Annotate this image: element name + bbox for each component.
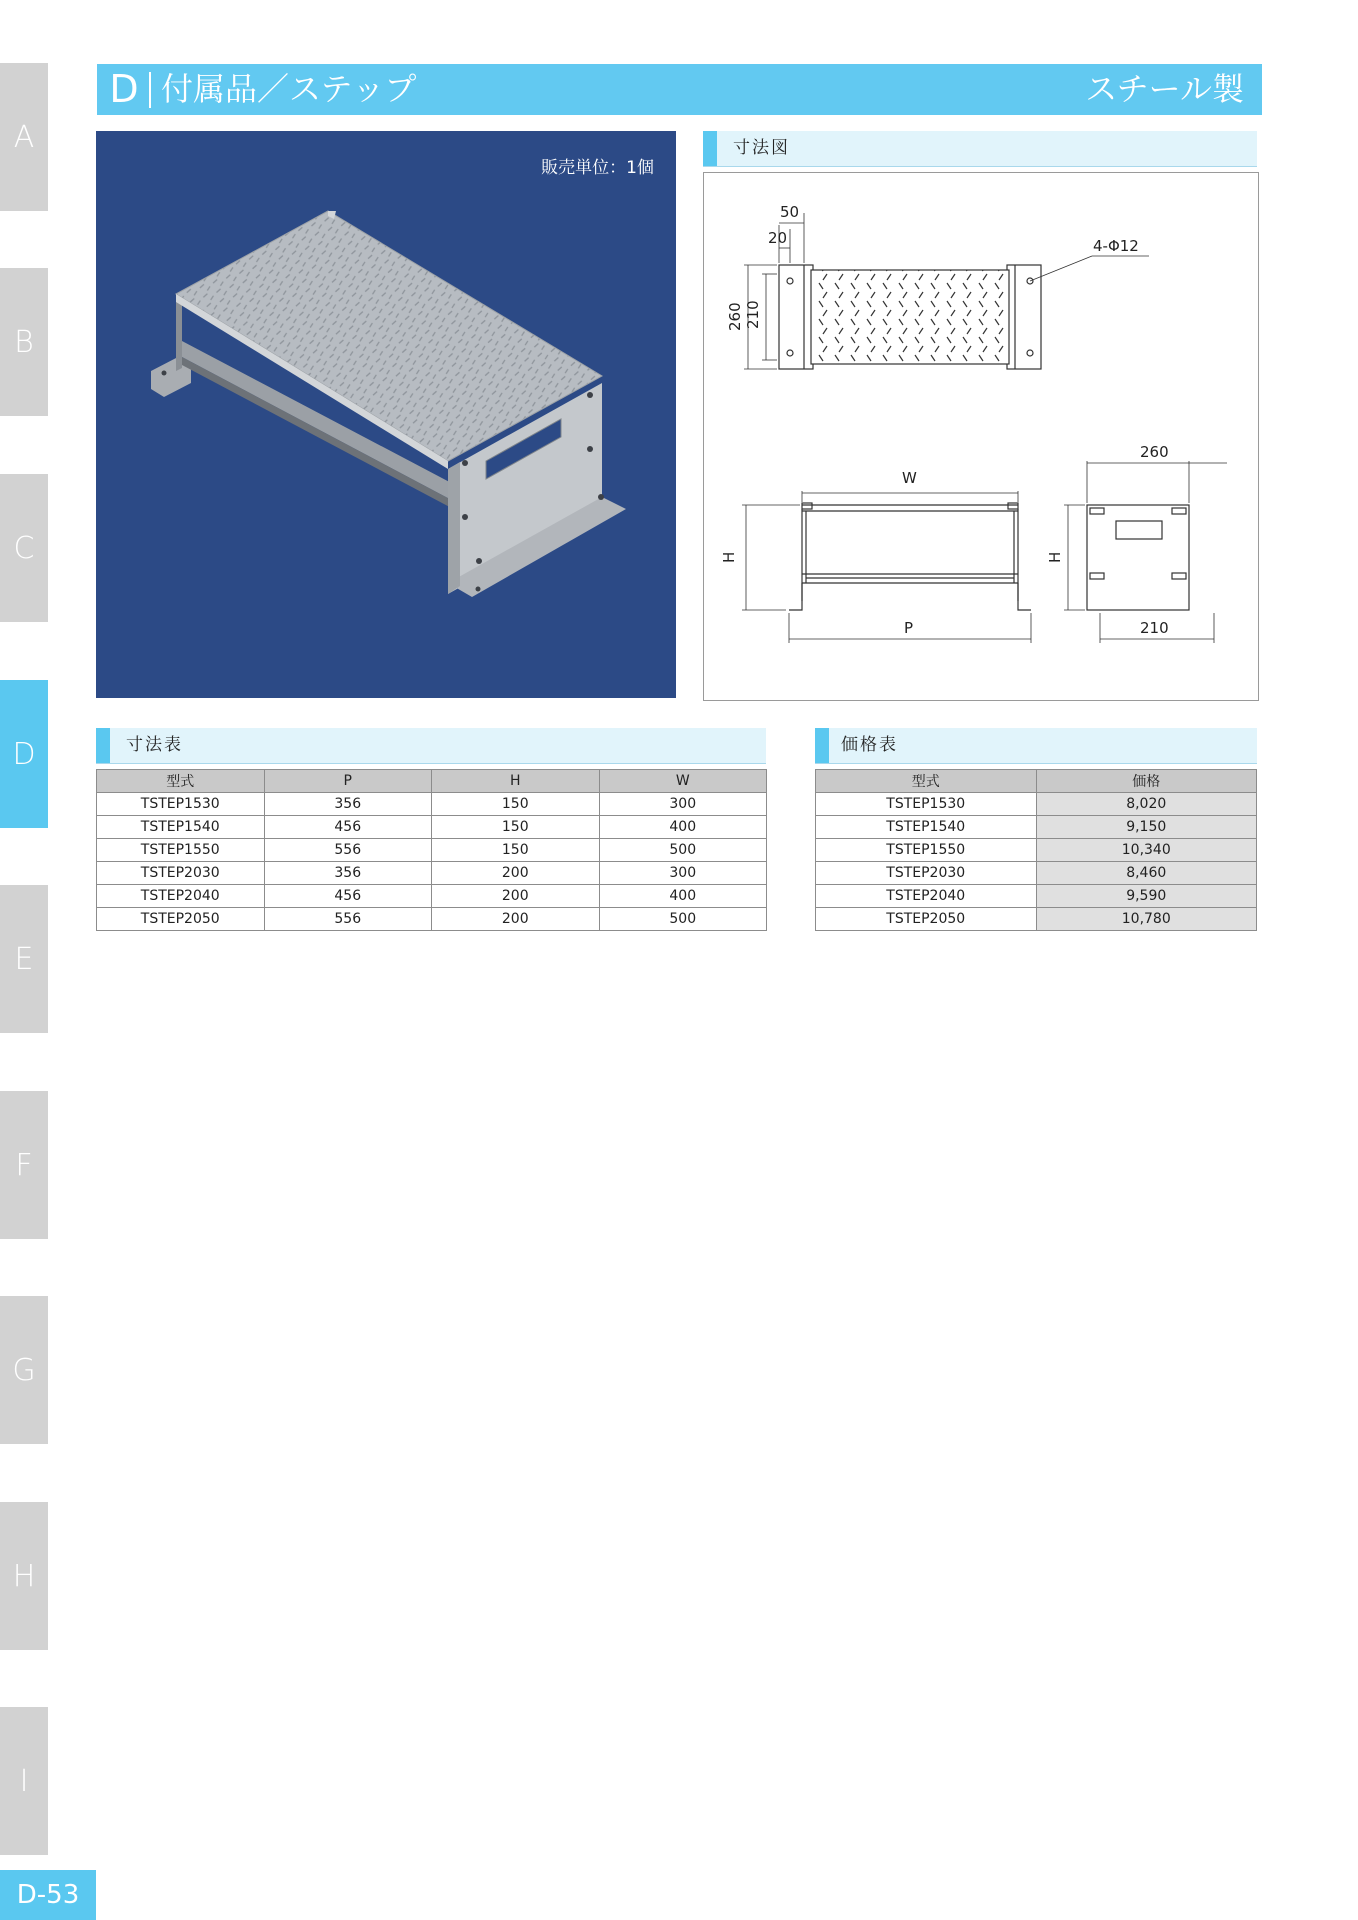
section-bar [815,728,829,763]
table-row [816,793,1257,816]
dim-210-side: 210 [1140,619,1169,637]
dimension-table [96,769,767,931]
table-cell: 300 [599,862,767,885]
table-cell: 356 [264,862,432,885]
side-tab-h[interactable]: H [0,1502,48,1650]
table-cell: 456 [264,816,432,839]
price-cell: 8,460 [1036,862,1257,885]
table-row [97,793,767,816]
table-cell: 200 [432,908,600,931]
section-bar [703,131,717,166]
drawing-section-title: 寸法図 [733,138,790,158]
dim-h-side: H [1046,551,1064,563]
table-cell: TSTEP1530 [97,793,265,816]
table-cell: TSTEP1550 [816,839,1037,862]
page-title: 付属品／ステップ [161,70,417,108]
table-cell: 200 [432,862,600,885]
column-header: 型式 [816,770,1037,793]
table-cell: 400 [599,816,767,839]
side-tab-f[interactable]: F [0,1091,48,1239]
table-row [816,885,1257,908]
price-cell: 8,020 [1036,793,1257,816]
column-header: W [599,770,767,793]
side-view [1064,461,1227,643]
dimension-table-title: 寸法表 [126,735,183,755]
dim-p: P [904,619,914,637]
section-bar [96,728,110,763]
header-divider [149,72,151,108]
dim-20: 20 [768,229,788,247]
table-cell: 556 [264,839,432,862]
dim-210-top: 210 [744,300,762,329]
table-row [97,862,767,885]
table-cell: 500 [599,908,767,931]
price-cell: 10,780 [1036,908,1257,931]
top-view [744,213,1149,369]
column-header: 型式 [97,770,265,793]
material-label: スチール製 [1085,70,1244,108]
table-cell: TSTEP2040 [816,885,1037,908]
table-header-row [816,770,1257,793]
table-row [97,885,767,908]
dim-h-front: H [720,551,738,563]
side-tab-e[interactable]: E [0,885,48,1033]
table-cell: TSTEP2050 [816,908,1037,931]
table-row [97,816,767,839]
table-cell: TSTEP2040 [97,885,265,908]
side-tab-c[interactable]: C [0,474,48,622]
sales-unit: 販売単位：1個 [541,158,654,178]
table-cell: 556 [264,908,432,931]
table-cell: 150 [432,816,600,839]
column-header: 価格 [1036,770,1257,793]
column-header: H [432,770,600,793]
table-cell: TSTEP1540 [97,816,265,839]
side-tab-g[interactable]: G [0,1296,48,1444]
table-cell: TSTEP2030 [97,862,265,885]
table-header-row [97,770,767,793]
table-cell: TSTEP2030 [816,862,1037,885]
side-tab-a[interactable]: A [0,63,48,211]
table-cell: 300 [599,793,767,816]
table-row [816,839,1257,862]
table-cell: 200 [432,885,600,908]
page-number: D-53 [0,1870,96,1920]
price-table-title: 価格表 [841,735,898,755]
dimension-drawing [703,172,1259,701]
table-row [816,908,1257,931]
page-header [97,64,1262,115]
table-cell: 456 [264,885,432,908]
side-tab-i[interactable]: I [0,1707,48,1855]
table-cell: TSTEP1530 [816,793,1037,816]
price-cell: 9,150 [1036,816,1257,839]
table-cell: TSTEP2050 [97,908,265,931]
table-row [97,908,767,931]
front-view [742,491,1031,643]
side-tab-b[interactable]: B [0,268,48,416]
table-cell: 356 [264,793,432,816]
dim-260-side: 260 [1140,443,1169,461]
table-cell: 150 [432,793,600,816]
side-tab-d[interactable]: D [0,680,48,828]
dim-50: 50 [780,203,800,221]
drawing-section-header [703,131,1257,167]
dimension-drawing-svg [704,173,1258,700]
dim-260-top: 260 [726,302,744,331]
table-row [816,862,1257,885]
table-cell: TSTEP1550 [97,839,265,862]
price-cell: 10,340 [1036,839,1257,862]
hole-note: 4-Φ12 [1093,237,1139,255]
table-row [816,816,1257,839]
step-illustration [96,131,676,698]
table-row [97,839,767,862]
dim-w: W [902,469,917,487]
dimension-table-header [96,728,766,764]
column-header: P [264,770,432,793]
section-letter: D [109,67,139,111]
table-cell: TSTEP1540 [816,816,1037,839]
product-photo [96,131,676,698]
table-cell: 150 [432,839,600,862]
price-table-header [815,728,1257,764]
table-cell: 400 [599,885,767,908]
price-cell: 9,590 [1036,885,1257,908]
price-table [815,769,1257,931]
table-cell: 500 [599,839,767,862]
